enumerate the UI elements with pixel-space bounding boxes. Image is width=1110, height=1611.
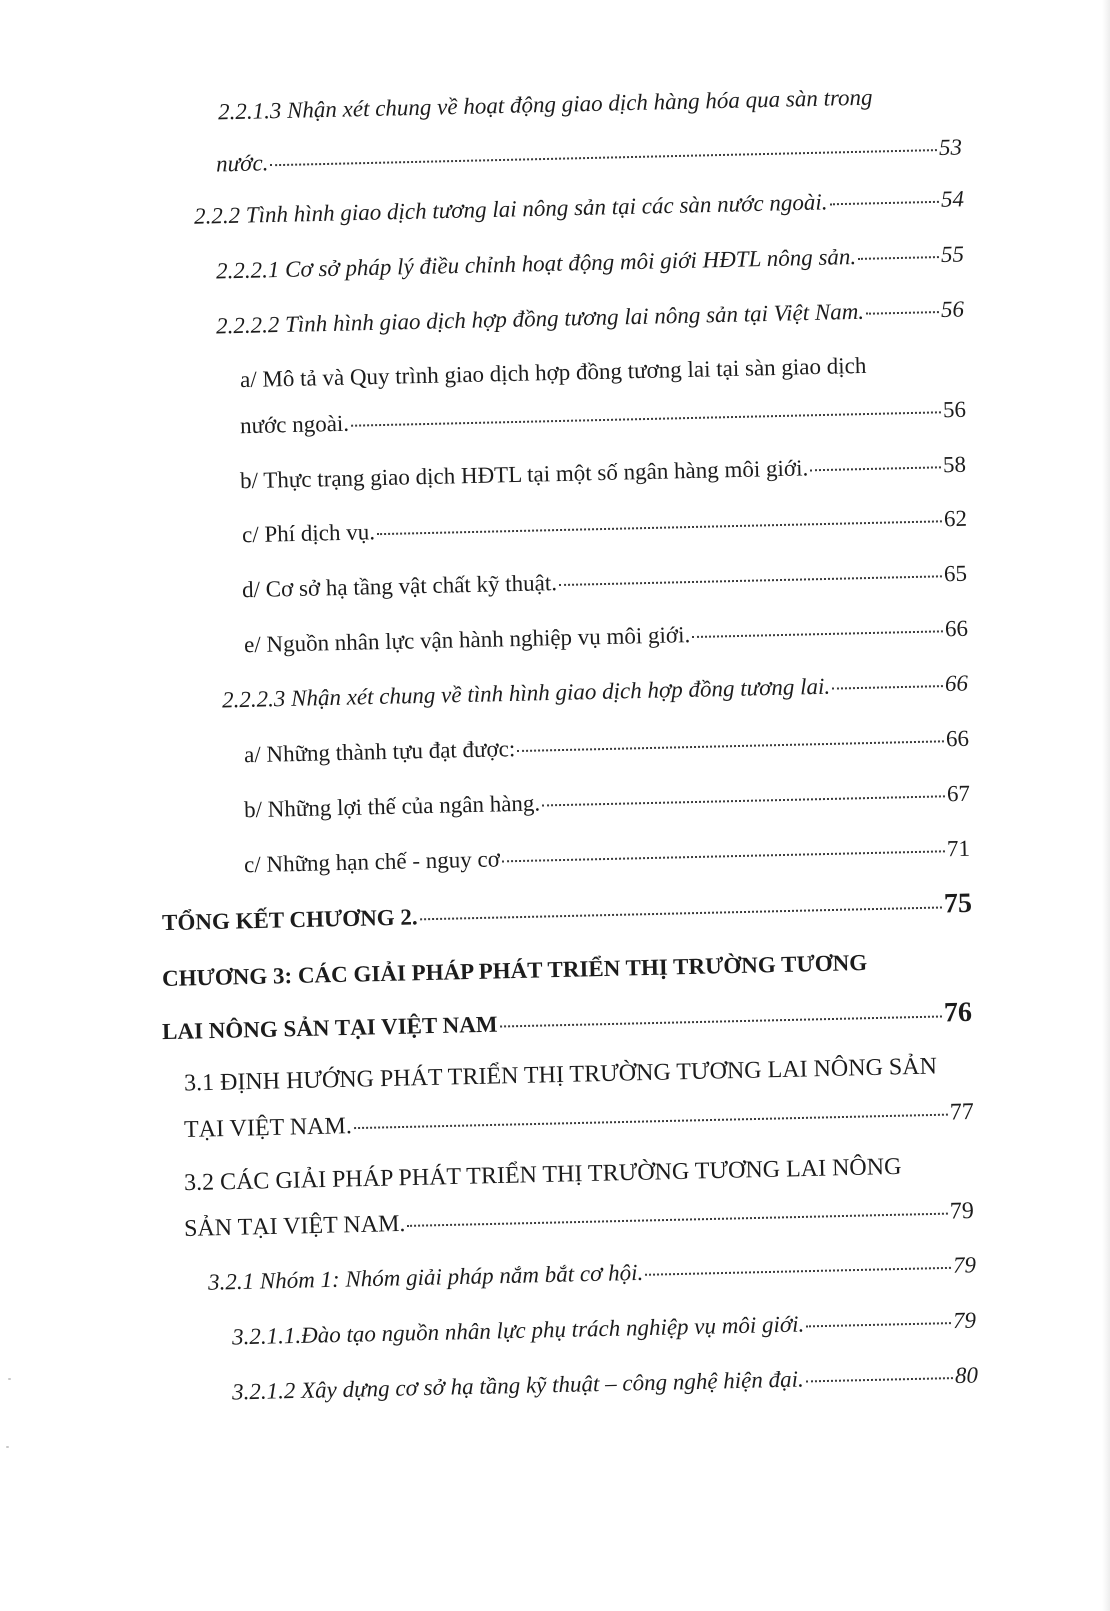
toc-page-number: 56 <box>940 296 965 323</box>
toc-entry[interactable] <box>240 397 966 439</box>
dot-leader <box>351 411 941 426</box>
toc-entry-title-cont: nước ngoài. <box>239 410 350 439</box>
dot-leader <box>270 149 937 166</box>
toc-entry-title: 2.2.1.3 Nhận xét chung về hoạt động giao dịch hàng hóa qua sàn trong <box>217 84 873 125</box>
toc-page-number: 54 <box>940 186 965 212</box>
dot-leader <box>806 1377 953 1382</box>
toc-page-number: 66 <box>945 725 970 752</box>
toc-entry-title: c/ Phí dịch vụ. <box>241 519 376 548</box>
toc-entry[interactable] <box>242 561 967 603</box>
toc-entry[interactable] <box>232 1363 978 1406</box>
toc-entry-title: 3.2 CÁC GIẢI PHÁP PHÁT TRIỂN THỊ TRƯỜNG TƯƠNG LAI NÔNG <box>183 1153 902 1197</box>
toc-page-number: 56 <box>942 396 967 423</box>
toc-entry[interactable] <box>216 135 962 178</box>
dot-leader <box>692 630 943 638</box>
dot-leader <box>500 1015 942 1027</box>
toc-entry[interactable] <box>162 997 973 1047</box>
toc-entry[interactable] <box>240 452 966 494</box>
toc-entry[interactable] <box>216 242 964 285</box>
toc-entry-title: a/ Mô tả và Quy trình giao dịch hợp đồng tương lai tại sàn giao dịch <box>239 352 867 393</box>
dot-leader <box>354 1114 948 1129</box>
toc-entry-title: d/ Cơ sở hạ tầng vật chất kỹ thuật. <box>241 570 558 603</box>
toc-entry[interactable] <box>184 1099 974 1144</box>
dot-leader <box>830 201 939 205</box>
toc-page-number: 62 <box>943 505 968 532</box>
dot-leader <box>866 311 939 315</box>
toc-entry-title: 3.2.1.1.Đào tạo nguồn nhân lực phụ trách nghiệp vụ môi giới. <box>231 1311 805 1350</box>
toc-page-number: 53 <box>938 134 963 161</box>
toc-page-number: 79 <box>952 1307 977 1334</box>
toc-entry-title: b/ Những lợi thế của ngân hàng. <box>243 790 541 823</box>
toc-entry-title: 2.2.2 Tình hình giao dịch tương lai nông sản tại các sàn nước ngoài. <box>193 189 828 229</box>
dot-leader <box>858 256 939 260</box>
toc-entry-title: e/ Nguồn nhân lực vận hành nghiệp vụ môi giới. <box>243 622 691 658</box>
toc-entry-title-cont: TẠI VIỆT NAM. <box>183 1113 353 1143</box>
toc-page-number: 77 <box>949 1099 975 1126</box>
toc-entry[interactable] <box>216 297 964 340</box>
toc-entry-title: c/ Những hạn chế - nguy cơ <box>243 846 501 878</box>
toc-entry-title: 3.2.1.2 Xây dựng cơ sở hạ tầng kỹ thuật – công nghệ hiện đại. <box>231 1366 804 1405</box>
toc-entry-title-cont: nước. <box>215 150 269 177</box>
toc-entry[interactable] <box>162 888 973 938</box>
dot-leader <box>806 1322 951 1327</box>
toc-entry[interactable] <box>184 1198 974 1243</box>
toc-entry-title: TỔNG KẾT CHƯƠNG 2. <box>161 904 418 936</box>
dot-leader <box>420 906 942 920</box>
toc-entry-title: 3.1 ĐỊNH HƯỚNG PHÁT TRIỂN THỊ TRƯỜNG TƯƠNG LAI NÔNG SẢN <box>183 1053 938 1097</box>
dot-leader <box>542 795 945 806</box>
toc-entry[interactable] <box>244 781 970 823</box>
toc-page-number: 79 <box>949 1198 975 1225</box>
toc-page-number: 76 <box>943 996 973 1029</box>
toc-page-number: 58 <box>942 451 967 478</box>
dot-leader <box>377 520 942 535</box>
toc-entry-title-cont: LAI NÔNG SẢN TẠI VIỆT NAM <box>161 1011 498 1045</box>
dot-leader <box>559 575 942 586</box>
toc-entry[interactable] <box>244 726 969 768</box>
toc-entry-title: 2.2.2.1 Cơ sở pháp lý điều chỉnh hoạt động môi giới HĐTL nông sản. <box>215 243 857 284</box>
toc-entry-title: b/ Thực trạng giao dịch HĐTL tại một số ngân hàng môi giới. <box>239 455 809 494</box>
toc-page-number: 80 <box>954 1362 979 1389</box>
toc-page-number: 67 <box>946 780 971 807</box>
toc-page-number: 71 <box>946 835 971 862</box>
toc-entry-title: 3.2.1 Nhóm 1: Nhóm giải pháp nắm bắt cơ hội. <box>207 1259 644 1295</box>
dot-leader <box>810 466 941 471</box>
toc-page-number: 55 <box>940 241 965 268</box>
toc-entry[interactable] <box>222 671 968 714</box>
dot-leader <box>407 1213 948 1227</box>
toc-entry[interactable] <box>208 1252 976 1295</box>
dot-leader <box>645 1267 951 1276</box>
toc-entry[interactable] <box>244 836 970 878</box>
toc-entry-title: CHƯƠNG 3: CÁC GIẢI PHÁP PHÁT TRIỂN THỊ TRƯỜNG TƯƠNG <box>161 950 868 991</box>
toc-page-number: 66 <box>944 615 969 642</box>
toc-page-number: 75 <box>943 887 973 920</box>
toc-entry-title: 2.2.2.2 Tình hình giao dịch hợp đồng tương lai nông sản tại Việt Nam. <box>215 298 865 339</box>
toc-entry[interactable] <box>194 186 964 229</box>
toc-entry[interactable] <box>232 1308 976 1351</box>
dot-leader <box>832 685 943 690</box>
toc-entry-title: 2.2.2.3 Nhận xét chung về tình hình giao dịch hợp đồng tương lai. <box>221 673 831 713</box>
toc-entry[interactable] <box>244 616 968 658</box>
toc-page-number: 66 <box>944 670 969 697</box>
dot-leader <box>517 740 944 752</box>
toc-entry[interactable] <box>242 506 967 548</box>
dot-leader <box>502 850 945 862</box>
toc-entry-title: a/ Những thành tựu đạt được: <box>243 736 516 768</box>
toc-page-number: 65 <box>943 560 968 587</box>
toc-entry-title-cont: SẢN TẠI VIỆT NAM. <box>183 1210 406 1242</box>
toc-page-number: 79 <box>952 1252 977 1278</box>
